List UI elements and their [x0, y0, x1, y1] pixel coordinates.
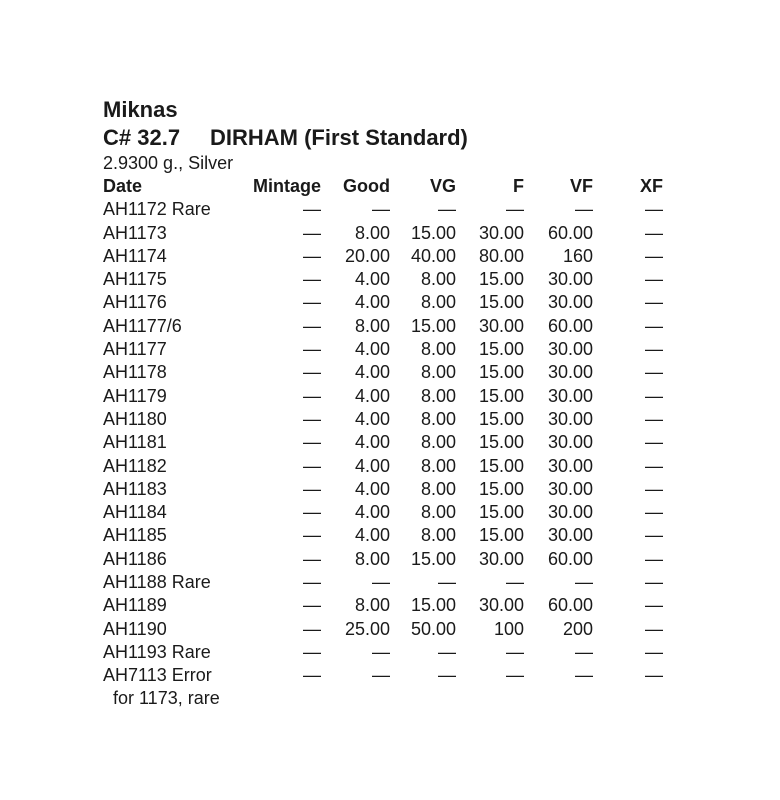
date-note: for 1173, rare — [113, 687, 220, 708]
cell-good: 4.00 — [354, 362, 391, 383]
cell-date — [103, 245, 253, 268]
column-header-good: Good — [343, 176, 391, 196]
table-row — [103, 385, 663, 408]
date-label: AH1182 — [103, 455, 167, 476]
cell-good: — — [372, 665, 391, 686]
cell-f: — — [506, 572, 525, 593]
cell-xf: — — [645, 339, 664, 360]
cell-mintage: — — [303, 315, 322, 336]
cell-vg: 8.00 — [420, 362, 457, 383]
cell-good: 20.00 — [344, 245, 391, 266]
cell-date — [103, 618, 253, 641]
cell-f: 15.00 — [478, 362, 525, 383]
cell-f: 15.00 — [478, 502, 525, 523]
cell-xf: — — [645, 385, 664, 406]
cell-vg: 8.00 — [420, 432, 457, 453]
cell-vg: 15.00 — [410, 222, 457, 243]
column-header-mintage: Mintage — [253, 176, 322, 196]
cell-good: 4.00 — [354, 269, 391, 290]
cell-f: — — [506, 641, 525, 662]
date-label: AH1184 — [103, 502, 167, 523]
cell-f: 15.00 — [478, 339, 525, 360]
cell-xf: — — [645, 525, 664, 546]
column-header-f: F — [513, 176, 525, 196]
table-row — [103, 222, 663, 245]
cell-vf: 30.00 — [547, 339, 594, 360]
table-row — [103, 268, 663, 291]
cell-xf: — — [645, 618, 664, 639]
cell-date — [103, 361, 253, 384]
cell-vg: 50.00 — [410, 618, 457, 639]
cell-f: — — [506, 199, 525, 220]
cell-vf: 30.00 — [547, 362, 594, 383]
cell-vf: — — [575, 665, 594, 686]
date-label: AH1193 Rare — [103, 641, 211, 662]
cell-vg: — — [438, 199, 457, 220]
column-header-vf: VF — [570, 176, 594, 196]
cell-xf: — — [645, 478, 664, 499]
cell-good: — — [372, 199, 391, 220]
cell-good: 25.00 — [344, 618, 391, 639]
coin-specs: 2.9300 g., Silver — [103, 153, 234, 173]
cell-vf: 160 — [562, 245, 594, 266]
cell-date — [103, 524, 253, 547]
date-label: AH1189 — [103, 595, 167, 616]
cell-vg: 8.00 — [420, 478, 457, 499]
cell-xf: — — [645, 502, 664, 523]
date-label: AH1177/6 — [103, 315, 182, 336]
table-row — [103, 408, 663, 431]
cell-vg: 8.00 — [420, 339, 457, 360]
table-header-row — [103, 175, 663, 198]
cell-vf: — — [575, 572, 594, 593]
cell-vg: — — [438, 665, 457, 686]
cell-xf: — — [645, 362, 664, 383]
date-label: AH1185 — [103, 525, 167, 546]
cell-good: 4.00 — [354, 432, 391, 453]
cell-mintage: — — [303, 641, 322, 662]
cell-mintage: — — [303, 199, 322, 220]
coin-title — [103, 124, 673, 152]
date-label: AH1176 — [103, 292, 167, 313]
cell-vf: 30.00 — [547, 269, 594, 290]
table-row — [103, 198, 663, 221]
cell-good: 4.00 — [354, 525, 391, 546]
cell-f: 15.00 — [478, 385, 525, 406]
cell-good: 4.00 — [354, 502, 391, 523]
cell-vf: 30.00 — [547, 502, 594, 523]
cell-vf: 30.00 — [547, 432, 594, 453]
cell-vg: 15.00 — [410, 315, 457, 336]
coin-number: C# 32.7 — [103, 125, 181, 150]
cell-mintage: — — [303, 595, 322, 616]
cell-f: 100 — [493, 618, 525, 639]
date-label: AH1177 — [103, 339, 167, 360]
cell-vg: 8.00 — [420, 269, 457, 290]
table-body — [103, 198, 663, 707]
cell-date — [103, 385, 253, 408]
column-header-vg: VG — [430, 176, 457, 196]
cell-mintage: — — [303, 385, 322, 406]
cell-mintage: — — [303, 362, 322, 383]
table-row — [103, 455, 663, 478]
cell-mintage: — — [303, 339, 322, 360]
date-label: AH1190 — [103, 618, 167, 639]
cell-vg: 8.00 — [420, 408, 457, 429]
cell-f: 15.00 — [478, 455, 525, 476]
cell-good: 8.00 — [354, 222, 391, 243]
cell-f: 30.00 — [478, 315, 525, 336]
cell-xf: — — [645, 199, 664, 220]
cell-mintage: — — [303, 269, 322, 290]
cell-xf: — — [645, 641, 664, 662]
cell-good: — — [372, 641, 391, 662]
cell-xf: — — [645, 665, 664, 686]
date-label: AH1173 — [103, 222, 167, 243]
cell-mintage: — — [303, 432, 322, 453]
date-label: AH1180 — [103, 408, 167, 429]
date-label: AH7113 Error — [103, 665, 212, 686]
mint-heading: Miknas — [103, 97, 178, 122]
cell-xf: — — [645, 595, 664, 616]
cell-good: 8.00 — [354, 315, 391, 336]
cell-date — [103, 501, 253, 524]
cell-f: 30.00 — [478, 595, 525, 616]
column-header-xf: XF — [640, 176, 664, 196]
cell-vf: 60.00 — [547, 595, 594, 616]
cell-date — [103, 408, 253, 431]
cell-mintage: — — [303, 618, 322, 639]
cell-vg: 40.00 — [410, 245, 457, 266]
cell-f: 30.00 — [478, 222, 525, 243]
cell-date — [103, 548, 253, 571]
date-label: AH1174 — [103, 245, 167, 266]
cell-vg: 8.00 — [420, 292, 457, 313]
table-row — [103, 338, 663, 361]
cell-vg: 8.00 — [420, 455, 457, 476]
cell-vf: 60.00 — [547, 315, 594, 336]
cell-date — [103, 664, 253, 707]
table-row — [103, 524, 663, 547]
cell-good: — — [372, 572, 391, 593]
table-row — [103, 478, 663, 501]
coin-name: DIRHAM (First Standard) — [210, 125, 468, 150]
date-label: AH1183 — [103, 478, 167, 499]
cell-vg: — — [438, 572, 457, 593]
cell-mintage: — — [303, 455, 322, 476]
cell-mintage: — — [303, 525, 322, 546]
cell-vf: 30.00 — [547, 292, 594, 313]
cell-date — [103, 455, 253, 478]
cell-vf: 30.00 — [547, 408, 594, 429]
cell-xf: — — [645, 548, 664, 569]
cell-mintage: — — [303, 222, 322, 243]
cell-xf: — — [645, 292, 664, 313]
cell-date — [103, 268, 253, 291]
cell-f: 15.00 — [478, 269, 525, 290]
cell-good: 4.00 — [354, 292, 391, 313]
cell-xf: — — [645, 222, 664, 243]
cell-f: 80.00 — [478, 245, 525, 266]
cell-f: 15.00 — [478, 292, 525, 313]
cell-date — [103, 222, 253, 245]
date-label: AH1175 — [103, 269, 167, 290]
cell-vg: 15.00 — [410, 548, 457, 569]
table-row — [103, 571, 663, 594]
cell-date — [103, 315, 253, 338]
cell-xf: — — [645, 269, 664, 290]
table-row — [103, 618, 663, 641]
table-row — [103, 361, 663, 384]
cell-xf: — — [645, 432, 664, 453]
table-row — [103, 664, 663, 707]
cell-good: 4.00 — [354, 455, 391, 476]
cell-date — [103, 198, 253, 221]
cell-good: 4.00 — [354, 478, 391, 499]
cell-date — [103, 338, 253, 361]
date-label: AH1178 — [103, 362, 167, 383]
cell-vf: — — [575, 199, 594, 220]
cell-f: 15.00 — [478, 408, 525, 429]
cell-f: 30.00 — [478, 548, 525, 569]
catalog-entry — [103, 96, 673, 708]
table-row — [103, 548, 663, 571]
cell-vf: 200 — [562, 618, 594, 639]
cell-date — [103, 641, 253, 664]
cell-f: 15.00 — [478, 478, 525, 499]
cell-vf: — — [575, 641, 594, 662]
cell-mintage: — — [303, 408, 322, 429]
cell-vf: 30.00 — [547, 525, 594, 546]
cell-vg: 8.00 — [420, 385, 457, 406]
price-table — [103, 175, 663, 708]
table-row — [103, 291, 663, 314]
cell-mintage: — — [303, 292, 322, 313]
cell-xf: — — [645, 572, 664, 593]
cell-date — [103, 478, 253, 501]
date-label: AH1186 — [103, 548, 167, 569]
cell-xf: — — [645, 408, 664, 429]
cell-vf: 30.00 — [547, 385, 594, 406]
cell-mintage: — — [303, 478, 322, 499]
cell-xf: — — [645, 245, 664, 266]
cell-date — [103, 571, 253, 594]
table-row — [103, 315, 663, 338]
date-label: AH1181 — [103, 432, 167, 453]
table-row — [103, 431, 663, 454]
cell-vg: 8.00 — [420, 525, 457, 546]
cell-vg: 15.00 — [410, 595, 457, 616]
cell-f: — — [506, 665, 525, 686]
table-row — [103, 501, 663, 524]
column-header-date: Date — [103, 176, 143, 196]
cell-f: 15.00 — [478, 525, 525, 546]
cell-vf: 30.00 — [547, 478, 594, 499]
cell-vf: 60.00 — [547, 548, 594, 569]
cell-mintage: — — [303, 572, 322, 593]
table-row — [103, 245, 663, 268]
cell-mintage: — — [303, 665, 322, 686]
cell-f: 15.00 — [478, 432, 525, 453]
cell-vf: 60.00 — [547, 222, 594, 243]
cell-good: 8.00 — [354, 595, 391, 616]
cell-date — [103, 431, 253, 454]
date-label: AH1188 Rare — [103, 572, 211, 593]
table-row — [103, 641, 663, 664]
cell-mintage: — — [303, 548, 322, 569]
table-row — [103, 594, 663, 617]
cell-vg: 8.00 — [420, 502, 457, 523]
cell-good: 4.00 — [354, 339, 391, 360]
cell-vf: 30.00 — [547, 455, 594, 476]
cell-mintage: — — [303, 245, 322, 266]
cell-good: 4.00 — [354, 408, 391, 429]
cell-good: 8.00 — [354, 548, 391, 569]
cell-xf: — — [645, 315, 664, 336]
cell-date — [103, 291, 253, 314]
date-label: AH1172 Rare — [103, 199, 211, 220]
cell-good: 4.00 — [354, 385, 391, 406]
cell-date — [103, 594, 253, 617]
cell-mintage: — — [303, 502, 322, 523]
cell-xf: — — [645, 455, 664, 476]
date-label: AH1179 — [103, 385, 167, 406]
cell-vg: — — [438, 641, 457, 662]
